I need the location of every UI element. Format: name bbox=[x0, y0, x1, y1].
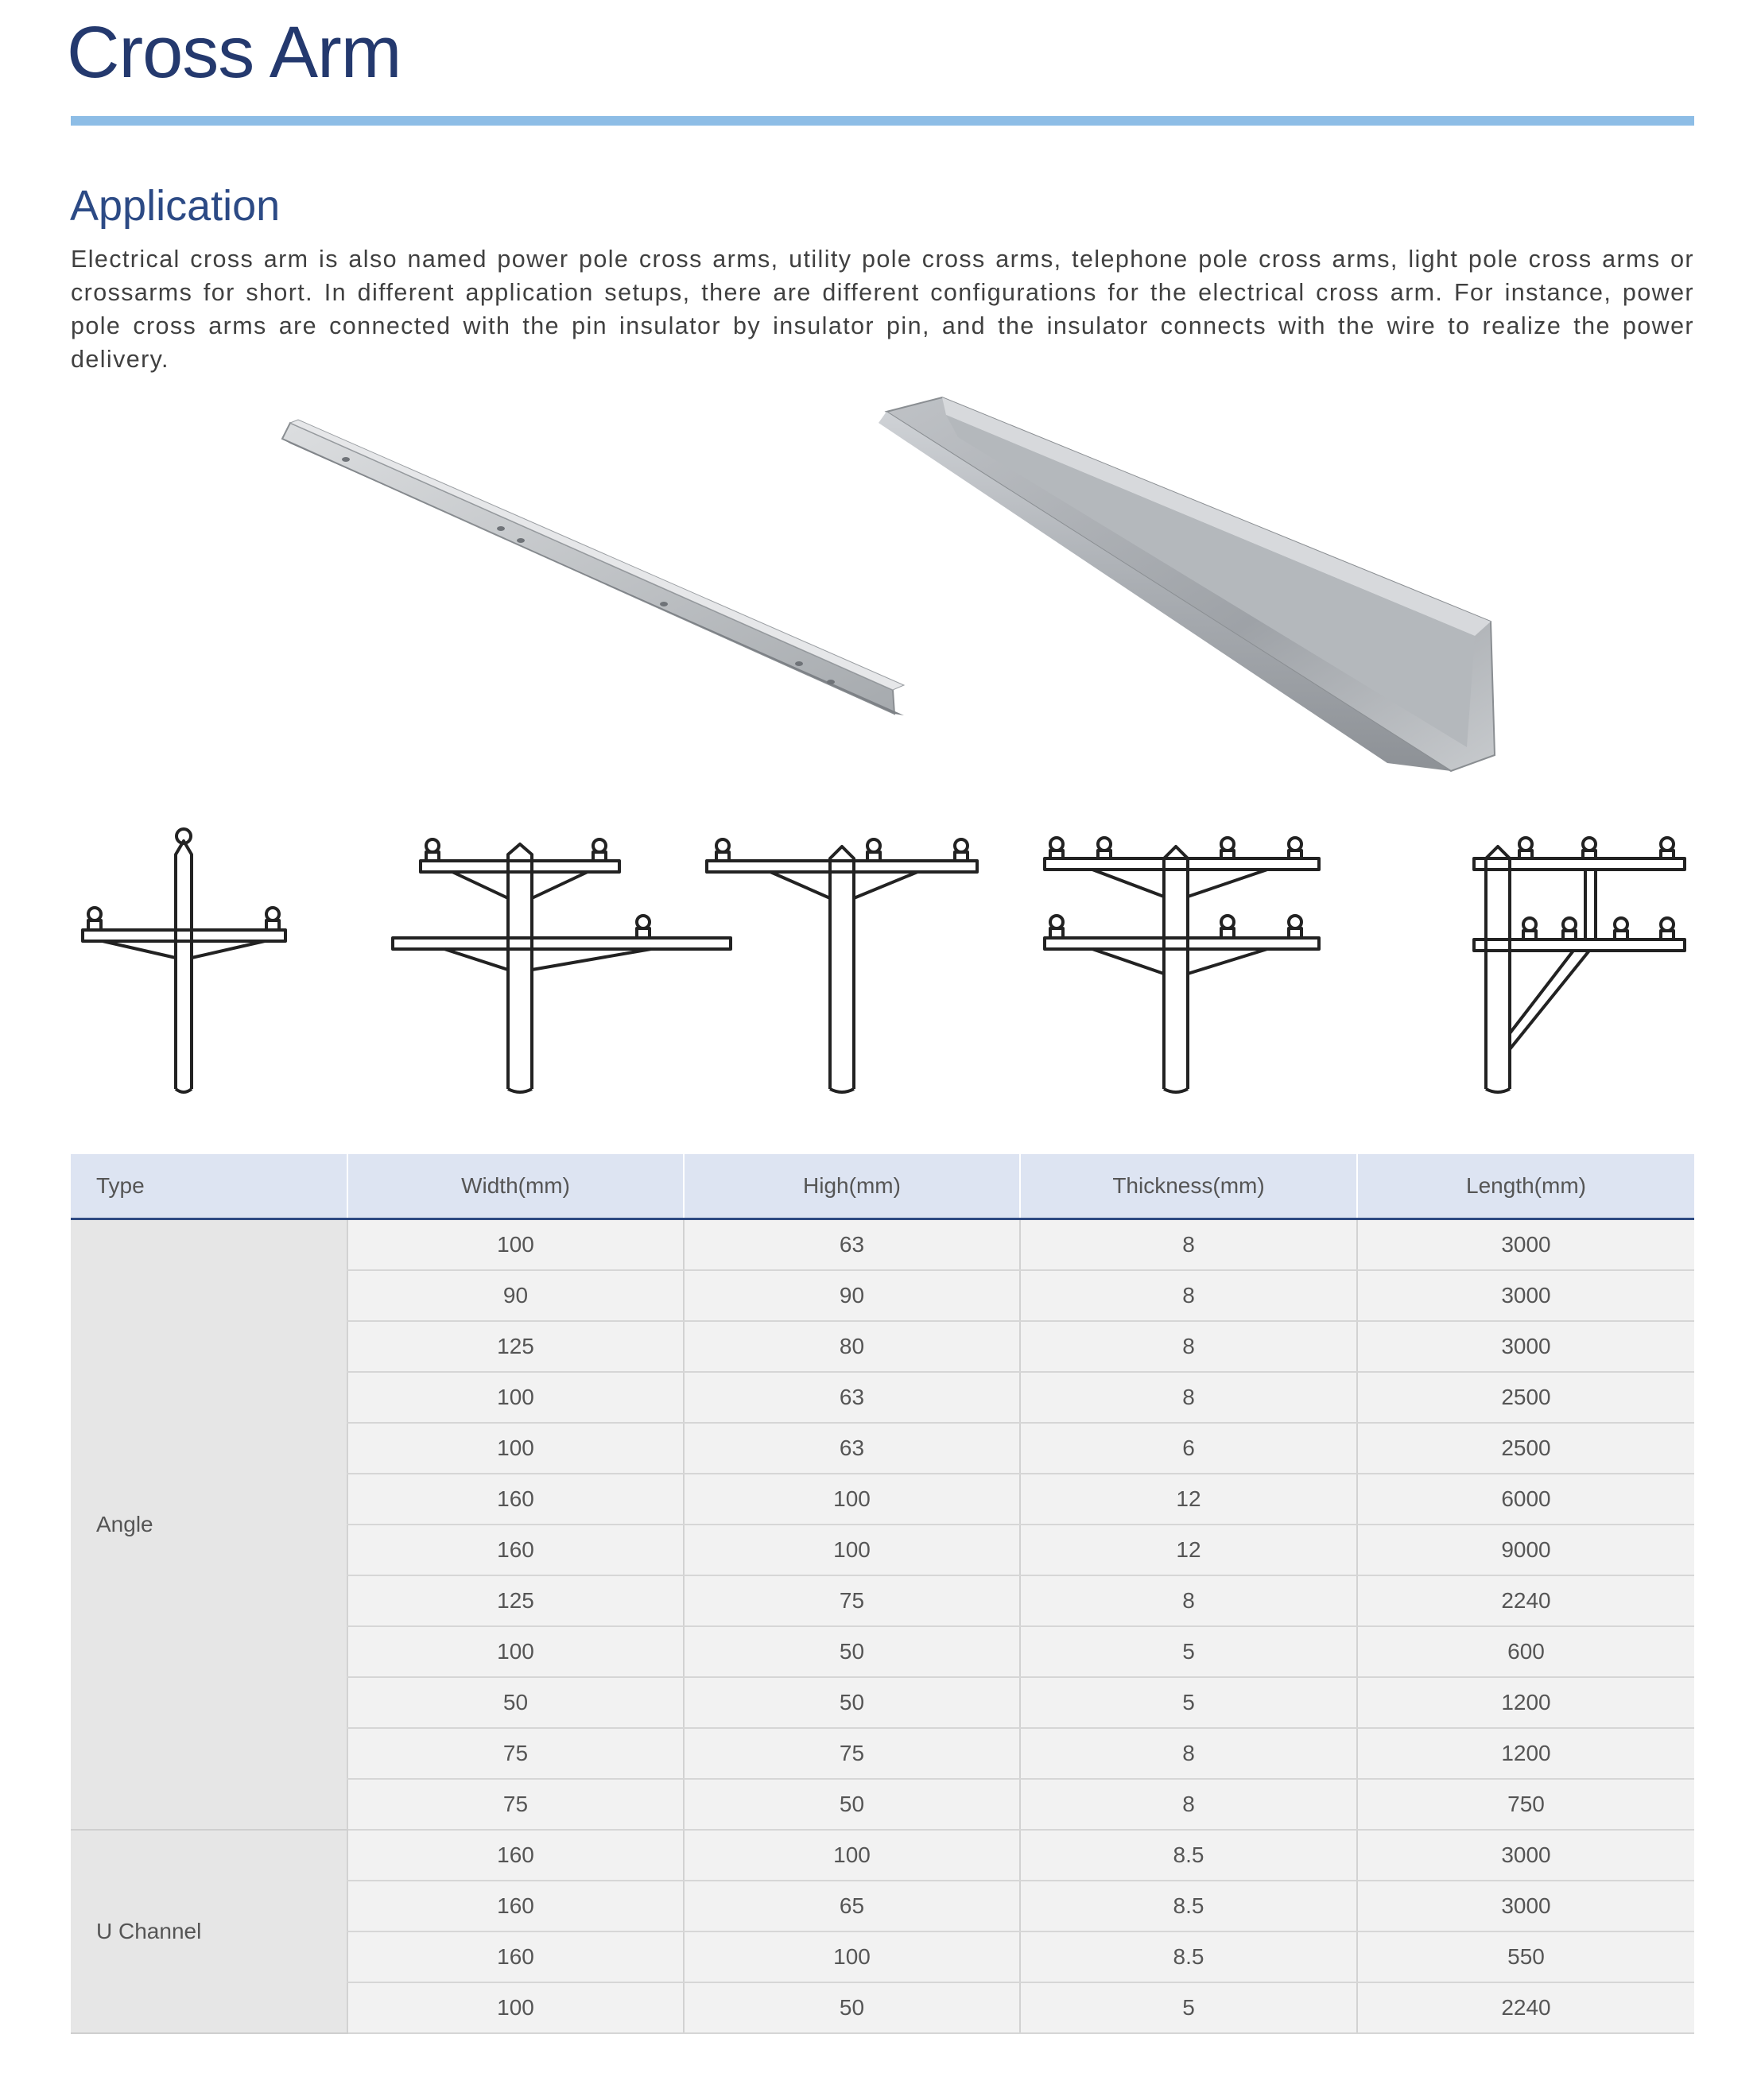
table-cell: 3000 bbox=[1357, 1270, 1694, 1321]
table-cell: 8 bbox=[1020, 1219, 1357, 1271]
type-cell: Angle bbox=[71, 1219, 347, 1831]
column-header-high: High(mm) bbox=[684, 1154, 1020, 1219]
table-cell: 6 bbox=[1020, 1423, 1357, 1474]
table-cell: 50 bbox=[684, 1779, 1020, 1830]
table-header-row bbox=[71, 1154, 1694, 1219]
table-cell: 125 bbox=[347, 1575, 684, 1626]
table-cell: 8 bbox=[1020, 1779, 1357, 1830]
table-cell: 100 bbox=[347, 1219, 684, 1271]
table-cell: 8.5 bbox=[1020, 1881, 1357, 1931]
table-cell: 550 bbox=[1357, 1931, 1694, 1982]
table-cell: 5 bbox=[1020, 1982, 1357, 2033]
table-cell: 100 bbox=[347, 1626, 684, 1677]
table-cell: 3000 bbox=[1357, 1881, 1694, 1931]
pole-diagram-top-arm bbox=[707, 839, 977, 1092]
table-cell: 160 bbox=[347, 1881, 684, 1931]
table-cell: 8.5 bbox=[1020, 1931, 1357, 1982]
table-cell: 80 bbox=[684, 1321, 1020, 1372]
table-cell: 1200 bbox=[1357, 1677, 1694, 1728]
table-cell: 8 bbox=[1020, 1372, 1357, 1423]
column-header-width: Width(mm) bbox=[347, 1154, 684, 1219]
table-cell: 8 bbox=[1020, 1575, 1357, 1626]
table-cell: 160 bbox=[347, 1931, 684, 1982]
table-cell: 125 bbox=[347, 1321, 684, 1372]
table-cell: 6000 bbox=[1357, 1474, 1694, 1525]
table-cell: 75 bbox=[684, 1728, 1020, 1779]
table-cell: 50 bbox=[684, 1626, 1020, 1677]
table-cell: 9000 bbox=[1357, 1525, 1694, 1575]
table-cell: 100 bbox=[684, 1931, 1020, 1982]
pole-diagram-double-arm bbox=[393, 839, 731, 1092]
table-cell: 75 bbox=[347, 1779, 684, 1830]
table-row bbox=[71, 1219, 1694, 1271]
table-cell: 2240 bbox=[1357, 1982, 1694, 2033]
table-cell: 100 bbox=[684, 1830, 1020, 1881]
table-cell: 3000 bbox=[1357, 1219, 1694, 1271]
table-row bbox=[71, 1830, 1694, 1881]
table-cell: 100 bbox=[347, 1982, 684, 2033]
table-body bbox=[71, 1219, 1694, 2034]
table-cell: 600 bbox=[1357, 1626, 1694, 1677]
table-cell: 1200 bbox=[1357, 1728, 1694, 1779]
table-cell: 160 bbox=[347, 1525, 684, 1575]
table-cell: 63 bbox=[684, 1372, 1020, 1423]
table-cell: 63 bbox=[684, 1423, 1020, 1474]
table-cell: 100 bbox=[347, 1423, 684, 1474]
table-cell: 2500 bbox=[1357, 1423, 1694, 1474]
column-header-thickness: Thickness(mm) bbox=[1020, 1154, 1357, 1219]
pole-diagram-double-wide-arm bbox=[1045, 838, 1319, 1092]
table-cell: 50 bbox=[347, 1677, 684, 1728]
table-cell: 50 bbox=[684, 1982, 1020, 2033]
table-cell: 3000 bbox=[1357, 1830, 1694, 1881]
table-cell: 100 bbox=[684, 1525, 1020, 1575]
table-cell: 8.5 bbox=[1020, 1830, 1357, 1881]
angle-cross-arm-photo bbox=[282, 420, 904, 715]
pole-configuration-diagrams bbox=[71, 811, 1694, 1097]
table-cell: 3000 bbox=[1357, 1321, 1694, 1372]
table-cell: 90 bbox=[347, 1270, 684, 1321]
column-header-type: Type bbox=[71, 1154, 347, 1219]
table-cell: 8 bbox=[1020, 1270, 1357, 1321]
table-cell: 90 bbox=[684, 1270, 1020, 1321]
table-cell: 160 bbox=[347, 1474, 684, 1525]
table-cell: 2240 bbox=[1357, 1575, 1694, 1626]
table-cell: 8 bbox=[1020, 1728, 1357, 1779]
cross-arm-spec-table bbox=[71, 1154, 1694, 2034]
pole-diagram-side-arm bbox=[1474, 838, 1685, 1092]
table-cell: 75 bbox=[347, 1728, 684, 1779]
table-cell: 75 bbox=[684, 1575, 1020, 1626]
pole-diagram-single-arm bbox=[83, 829, 285, 1092]
title-divider bbox=[71, 116, 1694, 126]
table-cell: 63 bbox=[684, 1219, 1020, 1271]
product-photos bbox=[227, 374, 1530, 787]
table-cell: 100 bbox=[347, 1372, 684, 1423]
table-cell: 12 bbox=[1020, 1474, 1357, 1525]
table-cell: 2500 bbox=[1357, 1372, 1694, 1423]
column-header-length: Length(mm) bbox=[1357, 1154, 1694, 1219]
table-cell: 100 bbox=[684, 1474, 1020, 1525]
table-cell: 750 bbox=[1357, 1779, 1694, 1830]
table-cell: 65 bbox=[684, 1881, 1020, 1931]
table-cell: 160 bbox=[347, 1830, 684, 1881]
table-cell: 5 bbox=[1020, 1677, 1357, 1728]
u-channel-cross-arm-photo bbox=[879, 397, 1495, 771]
table-cell: 12 bbox=[1020, 1525, 1357, 1575]
type-cell: U Channel bbox=[71, 1830, 347, 2033]
section-heading-application: Application bbox=[70, 182, 281, 230]
table-cell: 8 bbox=[1020, 1321, 1357, 1372]
application-paragraph: Electrical cross arm is also named power pole cross arms, utility pole cross arms, telephone pole cross arms, light pole cross arms or crossarms for short. In different application setups, there are different configurations for the electrical cross arm. For instance, power pole cross arms are connected with the pin insulator by insulator pin, and the insulator connects with the wire to realize the power delivery. bbox=[71, 246, 1694, 373]
table-cell: 50 bbox=[684, 1677, 1020, 1728]
page-title: Cross Arm bbox=[67, 12, 401, 93]
table-cell: 5 bbox=[1020, 1626, 1357, 1677]
